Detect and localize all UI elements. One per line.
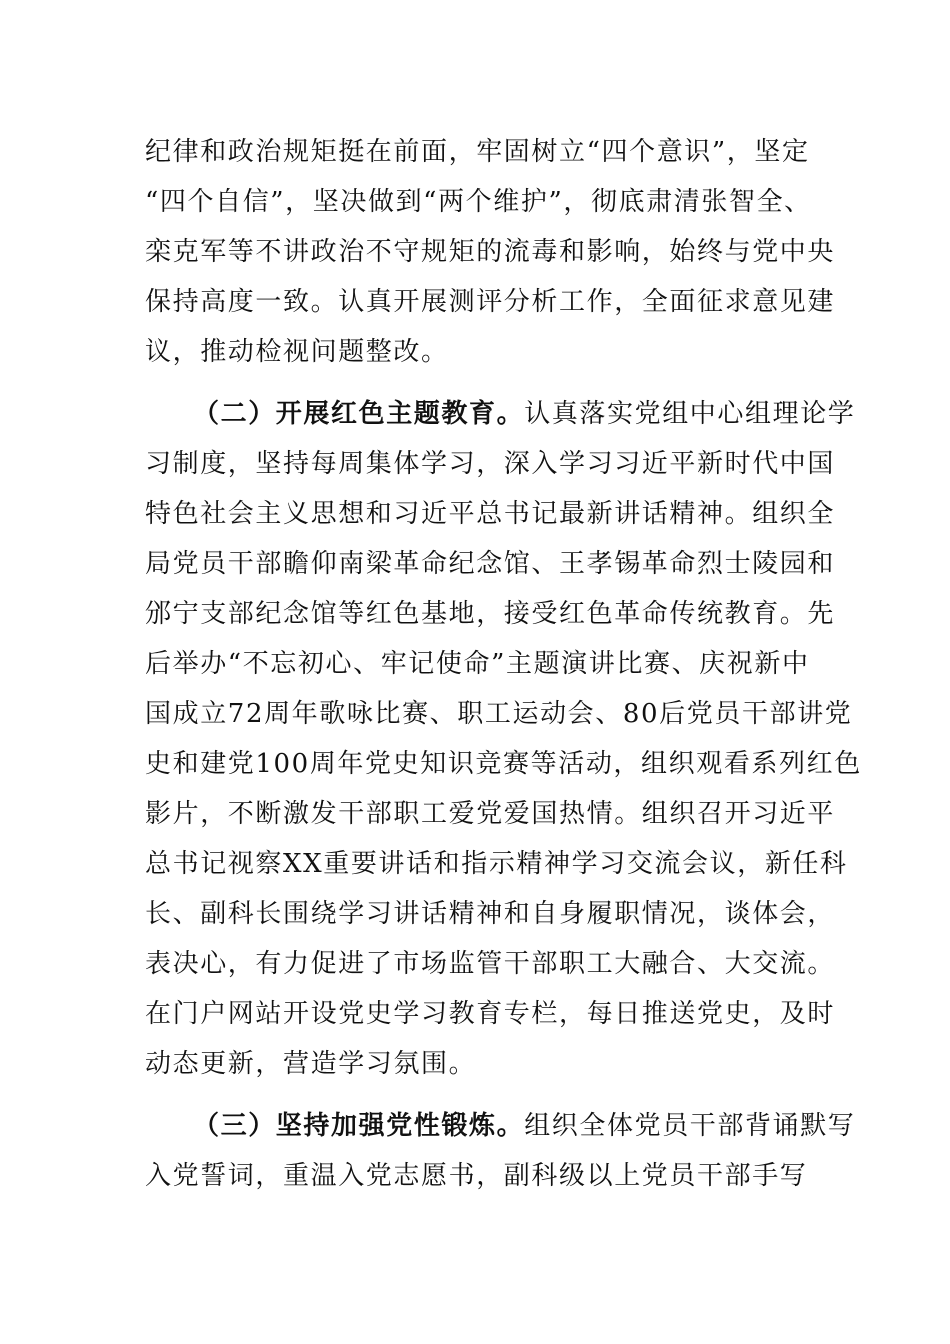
paragraph-line: 入党誓词，重温入党志愿书，副科级以上党员干部手写 [145,1161,808,1191]
paragraph-line: 长、副科长围绕学习讲话精神和自身履职情况，谈体会， [145,899,836,929]
section-text: 认真落实党组中心组理论学 [524,399,856,429]
paragraph-line: 影片，不断激发干部职工爱党爱国热情。组织召开习近平 [145,799,836,829]
section-heading: （二）开展红色主题教育。 [193,399,525,429]
section-2-first-line [193,394,855,434]
section-heading: （三）坚持加强党性锻炼。 [193,1111,525,1141]
paragraph-line: 栾克军等不讲政治不守规矩的流毒和影响，始终与党中央 [145,237,836,267]
paragraph-line: 后举办“不忘初心、牢记使命”主题演讲比赛、庆祝新中 [145,649,810,679]
section-text: 组织全体党员干部背诵默写 [524,1111,856,1141]
paragraph-line: 议，推动检视问题整改。 [145,337,449,367]
paragraph-line: 在门户网站开设党史学习教育专栏，每日推送党史，及时 [145,999,836,1029]
paragraph-line: 史和建党100周年党史知识竞赛等活动，组织观看系列红色 [145,749,862,779]
paragraph-line: 国成立72周年歌咏比赛、职工运动会、80后党员干部讲党 [145,699,853,729]
paragraph-line: 习制度，坚持每周集体学习，深入学习习近平新时代中国 [145,449,836,479]
paragraph-line: 总书记视察XX重要讲话和指示精神学习交流会议，新任科 [145,849,848,879]
paragraph-line: 表决心，有力促进了市场监管干部职工大融合、大交流。 [145,949,836,979]
paragraph-line: 局党员干部瞻仰南梁革命纪念馆、王孝锡革命烈士陵园和 [145,549,836,579]
paragraph-line: 保持高度一致。认真开展测评分析工作，全面征求意见建 [145,287,836,317]
paragraph-line: 动态更新，营造学习氛围。 [145,1049,477,1079]
paragraph-line: “四个自信”，坚决做到“两个维护”，彻底肃清张智全、 [145,187,812,217]
paragraph-line: 特色社会主义思想和习近平总书记最新讲话精神。组织全 [145,499,836,529]
section-3-first-line [193,1106,855,1146]
paragraph-line: 邠宁支部纪念馆等红色基地，接受红色革命传统教育。先 [145,599,836,629]
paragraph-line: 纪律和政治规矩挺在前面，牢固树立“四个意识”，坚定 [145,137,810,167]
